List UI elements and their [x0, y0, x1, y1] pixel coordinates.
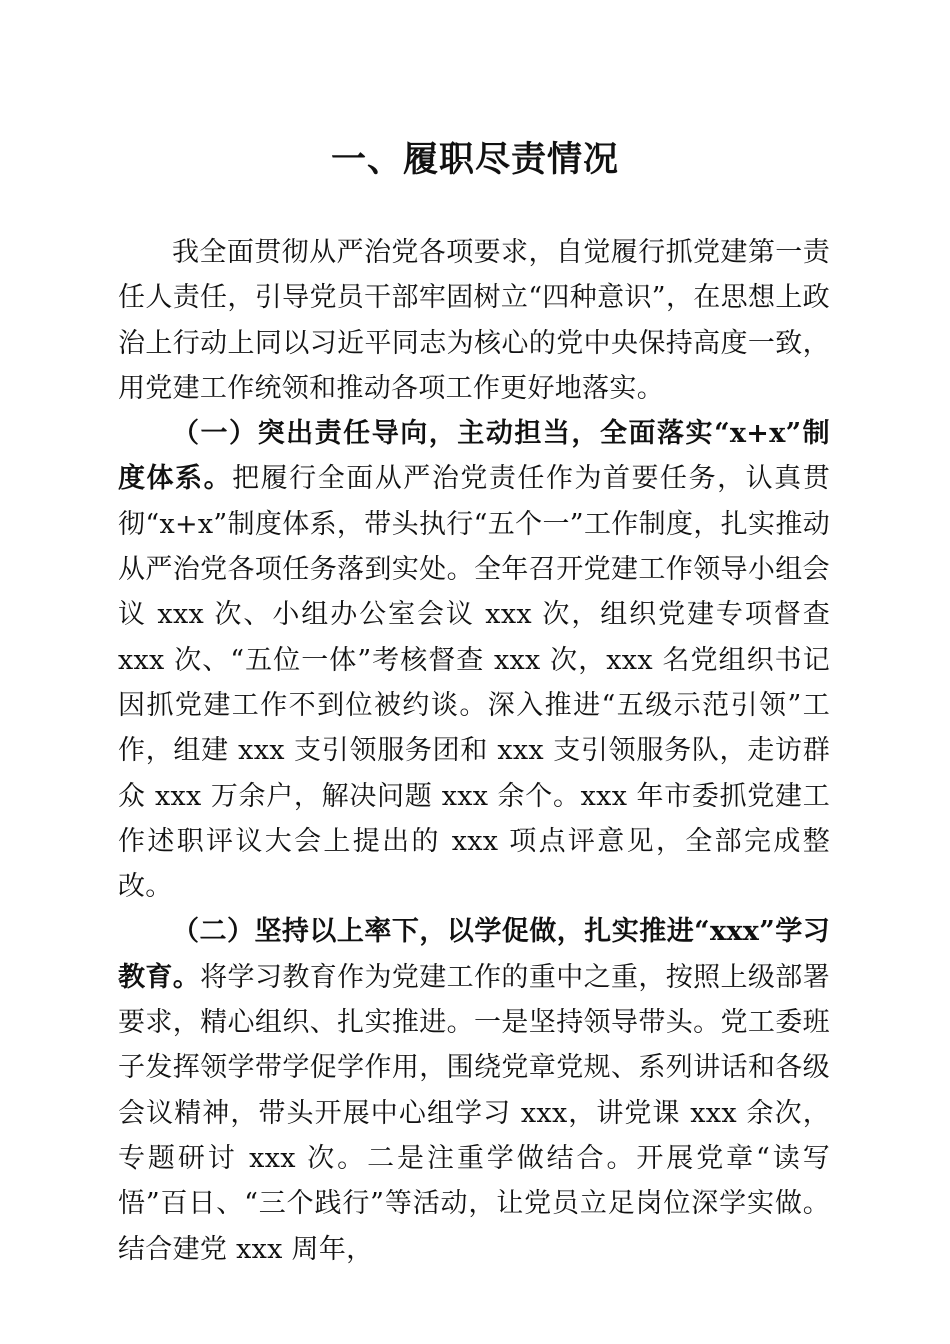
- paragraph-intro: [118, 230, 830, 411]
- paragraph-heading: （二）坚持以上率下，以学促做，扎实推进“xxx”学习教育。: [118, 916, 830, 993]
- paragraph-heading: （一）突出责任导向，主动担当，全面落实“x+x”制度体系。: [118, 418, 830, 495]
- section-title: 一、履职尽责情况: [330, 140, 619, 180]
- paragraph-responsibility: [118, 411, 830, 909]
- paragraph-text: 把履行全面从严治党责任作为首要任务，认真贯彻“x+x”制度体系，带头执行“五个一”工作制度，扎实推动从严治党各项任务落到实处。全年召开党建工作领导小组会议 xxx 次、小组办公室会议 xxx 次，组织党建专项督查 xxx 次、“五位一体”考核督查 xxx 次，xxx 名党组织书记因抓党建工作不到位被约谈。深入推进“五级示范引领”工作，组建 xxx 支引领服务团和 xxx 支引领服务队，走访群众 xxx 万余户，解决问题 xxx 余个。xxx 年市委抓党建工作述职评议大会上提出的 xxx 项点评意见，全部完成整改。: [118, 463, 830, 903]
- document-body: [118, 230, 830, 1272]
- paragraph-text: 将学习教育作为党建工作的重中之重，按照上级部署要求，精心组织、扎实推进。一是坚持领导带头。党工委班子发挥领学带学促学作用，围绕党章党规、系列讲话和各级会议精神，带头开展中心组学习 xxx，讲党课 xxx 余次，专题研讨 xxx 次。二是注重学做结合。开展党章“读写悟”百日、“三个践行”等活动，让党员立足岗位深学实做。结合建党 xxx 周年，: [118, 961, 830, 1265]
- paragraph-text: 我全面贯彻从严治党各项要求，自觉履行抓党建第一责任人责任，引导党员干部牢固树立“四种意识”，在思想上政治上行动上同以习近平同志为核心的党中央保持高度一致，用党建工作统领和推动各项工作更好地落实。: [118, 237, 830, 404]
- paragraph-study: [118, 909, 830, 1271]
